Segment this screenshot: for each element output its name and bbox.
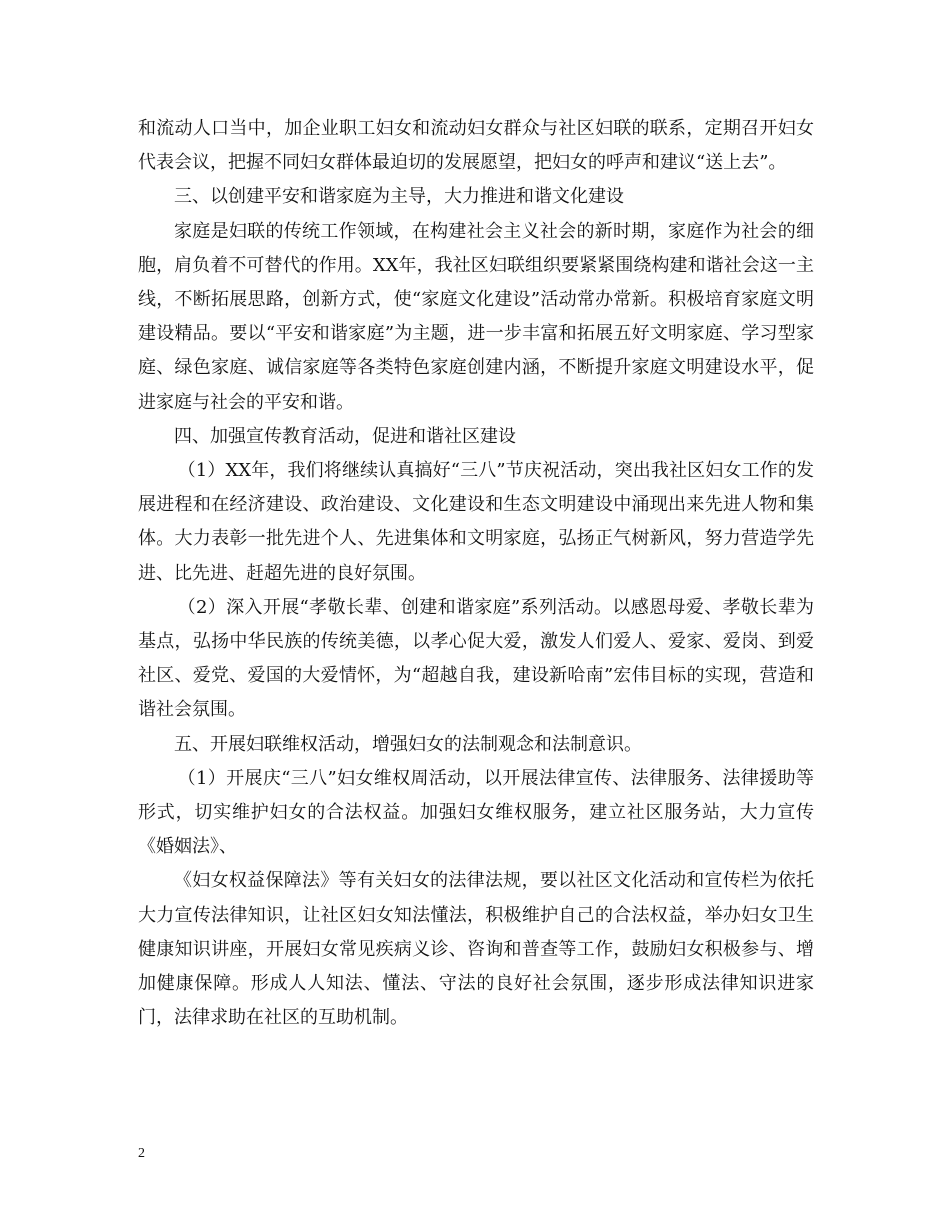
paragraph-legal-awareness: 《妇女权益保障法》等有关妇女的法律法规，要以社区文化活动和宣传栏为依托大力宣传法律知识，让社区妇女知法懂法，积极维护自己的合法权益，举办妇女卫生健康知识讲座，开展妇女常见疾病义诊、咨询和普查等工作，鼓励妇女积极参与、增加健康保障。形成人人知法、懂法、守法的良好社会氛围，逐步形成法律知识进家门，法律求助在社区的互助机制。 — [138, 870, 814, 1029]
document-body — [138, 112, 814, 1035]
paragraph-continuation: 和流动人口当中，加企业职工妇女和流动妇女群众与社区妇联的联系，定期召开妇女代表会议，把握不同妇女群体最迫切的发展愿望，把妇女的呼声和建议“送上去”。 — [138, 118, 814, 174]
paragraph-item-4-2: （2）深入开展“孝敬长辈、创建和谐家庭”系列活动。以感恩母爱、孝敬长辈为基点，弘扬中华民族的传统美德，以孝心促大爱，激发人们爱人、爱家、爱岗、到爱社区、爱党、爱国的大爱情怀，为“超越自我，建设新哈南”宏伟目标的实现，营造和谐社会氛围。 — [138, 596, 814, 721]
section-heading-3: 三、以创建平安和谐家庭为主导，大力推进和谐文化建设 — [174, 186, 624, 208]
paragraph-family: 家庭是妇联的传统工作领域，在构建社会主义社会的新时期，家庭作为社会的细胞，肩负着不可替代的作用。XX年，我社区妇联组织要紧紧围绕构建和谐社会这一主线，不断拓展思路，创新方式，使“家庭文化建设”活动常办常新。积极培育家庭文明建设精品。要以“平安和谐家庭”为主题，进一步丰富和拓展五好文明家庭、学习型家庭、绿色家庭、诚信家庭等各类特色家庭创建内涵，不断提升家庭文明建设水平，促进家庭与社会的平安和谐。 — [138, 220, 814, 413]
paragraph-item-5-1: （1）开展庆“三八”妇女维权周活动，以开展法律宣传、法律服务、法律援助等形式，切实维护妇女的合法权益。加强妇女维权服务，建立社区服务站，大力宣传《婚姻法》、 — [138, 767, 814, 858]
page-number: 2 — [138, 1146, 145, 1161]
paragraph-item-4-1: （1）XX年，我们将继续认真搞好“三八”节庆祝活动，突出我社区妇女工作的发展进程和在经济建设、政治建设、文化建设和生态文明建设中涌现出来先进人物和集体。大力表彰一批先进个人、先进集体和文明家庭，弘扬正气树新风，努力营造学先进、比先进、赶超先进的良好氛围。 — [138, 460, 814, 584]
section-heading-4: 四、加强宣传教育活动，促进和谐社区建设 — [174, 425, 516, 447]
section-heading-5: 五、开展妇联维权活动，增强妇女的法制观念和法制意识。 — [174, 733, 642, 755]
